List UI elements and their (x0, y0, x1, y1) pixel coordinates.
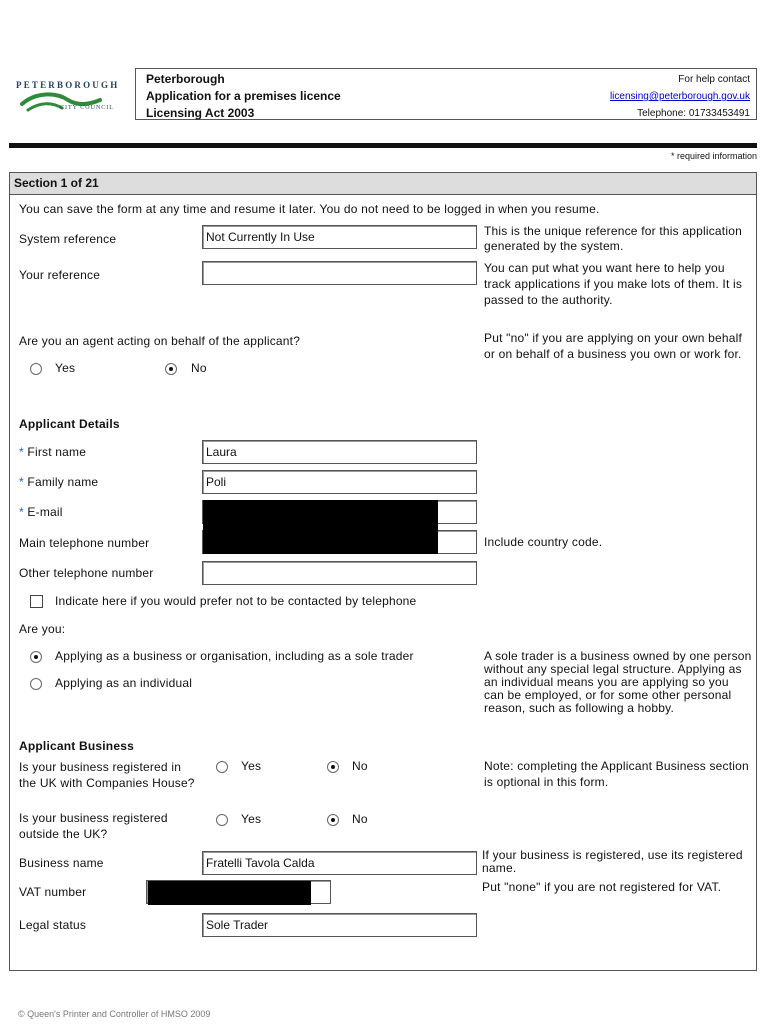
outside-uk-yes-label: Yes (241, 812, 262, 826)
individual-option-label: Applying as an individual (55, 676, 193, 690)
section-title: Section 1 of 21 (10, 173, 756, 195)
family-name-field[interactable]: Poli (202, 470, 477, 494)
family-name-label: * Family name (19, 475, 99, 489)
help-email-link[interactable]: licensing@peterborough.gov.uk (609, 91, 750, 102)
business-name-label: Business name (19, 856, 104, 870)
email-label: * E-mail (19, 505, 63, 519)
business-radio[interactable] (30, 651, 42, 663)
required-info-note: * required information (670, 151, 757, 161)
help-contact-block (610, 71, 750, 122)
uk-registered-no-label: No (352, 759, 368, 773)
uk-registered-label: Is your business registered in the UK with Companies House? (19, 760, 195, 790)
section-intro: You can save the form at any time and resume it later. You do not need to be logged in when you resume. (19, 202, 600, 216)
authority-name: Peterborough (146, 72, 225, 86)
outside-uk-no-radio[interactable] (327, 814, 339, 826)
main-phone-help: Include country code. (484, 535, 603, 549)
logo-wordmark: PETERBOROUGH (16, 80, 120, 90)
agent-question: Are you an agent acting on behalf of the applicant? (19, 334, 301, 348)
agent-yes-label: Yes (55, 361, 76, 375)
act-name: Licensing Act 2003 (146, 106, 255, 120)
are-you-question: Are you: (19, 622, 66, 636)
other-phone-field[interactable] (202, 561, 477, 585)
required-mark: * (19, 505, 24, 519)
required-mark: * (19, 475, 24, 489)
legal-status-field[interactable]: Sole Trader (202, 913, 477, 937)
your-reference-field[interactable] (202, 261, 477, 285)
system-reference-help: This is the unique reference for this application generated by the system. (484, 224, 742, 253)
first-name-field[interactable]: Laura (202, 440, 477, 464)
logo-subtitle: CITY COUNCIL (60, 105, 114, 111)
system-reference-field[interactable]: Not Currently In Use (202, 225, 477, 249)
form-title: Application for a premises licence (146, 89, 341, 103)
no-phone-checkbox[interactable] (30, 595, 43, 608)
other-phone-label: Other telephone number (19, 566, 154, 580)
uk-registered-yes-radio[interactable] (216, 761, 228, 773)
redaction-block (203, 500, 438, 554)
legal-status-label: Legal status (19, 918, 87, 932)
outside-uk-yes-radio[interactable] (216, 814, 228, 826)
form-header (135, 68, 757, 120)
copyright-footer: © Queen's Printer and Controller of HMSO 2009 (18, 1009, 211, 1019)
applicant-details-heading: Applicant Details (19, 417, 120, 431)
outside-uk-label: Is your business registered outside the UK? (19, 811, 168, 841)
applicant-business-heading: Applicant Business (19, 739, 134, 753)
business-name-help: If your business is registered, use its registered name. (482, 848, 743, 875)
council-logo (16, 80, 122, 116)
agent-yes-radio[interactable] (30, 363, 42, 375)
outside-uk-no-label: No (352, 812, 368, 826)
system-reference-label: System reference (19, 232, 117, 246)
vat-help: Put "none" if you are not registered for VAT. (482, 880, 722, 894)
header-title-block (146, 71, 341, 122)
are-you-help: A sole trader is a business owned by one person without any special legal structure. Applying as an individual means you are applying so you can be employed, or for some other personal reason, such as following a hobby. (484, 649, 752, 715)
agent-no-label: No (191, 361, 207, 375)
uk-registered-no-radio[interactable] (327, 761, 339, 773)
header-divider (9, 143, 757, 148)
uk-registered-yes-label: Yes (241, 759, 262, 773)
main-phone-label: Main telephone number (19, 536, 150, 550)
help-telephone: Telephone: 01733453491 (637, 108, 750, 119)
your-reference-label: Your reference (19, 268, 101, 282)
no-phone-label: Indicate here if you would prefer not to be contacted by telephone (55, 594, 417, 608)
help-contact-label: For help contact (678, 74, 750, 85)
business-section-note: Note: completing the Applicant Business section is optional in this form. (484, 759, 749, 789)
redaction-block (148, 881, 311, 905)
business-option-label: Applying as a business or organisation, including as a sole trader (55, 649, 414, 663)
business-name-field[interactable]: Fratelli Tavola Calda (202, 851, 477, 875)
vat-label: VAT number (19, 885, 87, 899)
required-mark: * (19, 445, 24, 459)
agent-help: Put "no" if you are applying on your own behalf or on behalf of a business you own or work for. (484, 331, 743, 361)
first-name-label: * First name (19, 445, 87, 459)
your-reference-help: You can put what you want here to help you track applications if you make lots of them. It is passed to the authority. (484, 261, 743, 307)
agent-no-radio[interactable] (165, 363, 177, 375)
individual-radio[interactable] (30, 678, 42, 690)
form-section (9, 172, 757, 971)
